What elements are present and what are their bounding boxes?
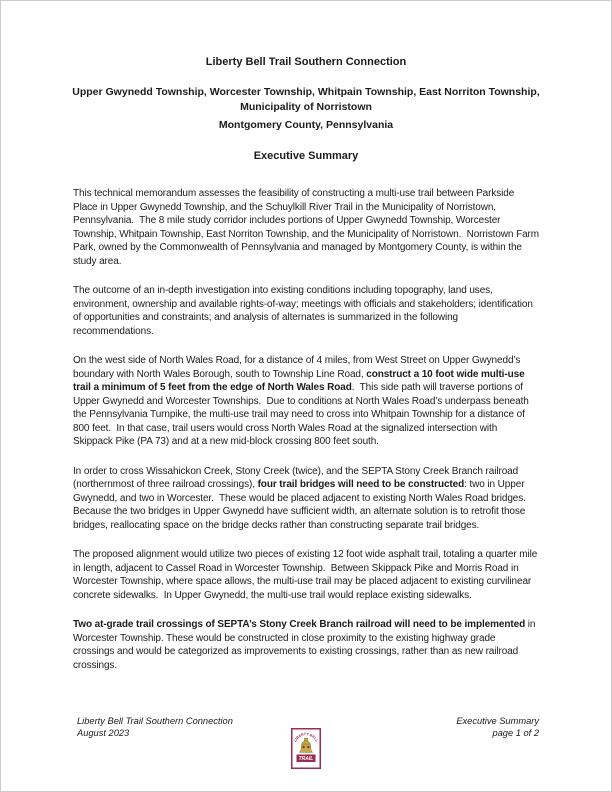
text-run: Two at-grade trail crossings of SEPTA’s Stony Creek Branch railroad will need to be implemented <box>73 619 526 630</box>
logo-banner-text: TRAIL <box>298 756 314 763</box>
footer-date: August 2023 <box>77 728 130 738</box>
county-line: Montgomery County, Pennsylvania <box>218 119 394 131</box>
section-heading: Executive Summary <box>253 150 359 162</box>
document-header <box>1 1 611 163</box>
paragraph <box>73 618 539 672</box>
text-run: in Worcester Township. These would be constructed in close proximity to the existing highway grade crossings and would be categorized as improvements to existing crossings, rather than as new railroad crossings. <box>73 619 539 671</box>
text-run: The outcome of an in-depth investigation into existing conditions including topography, land uses, environment, ownership and available rights-of-way; meetings with officials and stakeholders; identification of opportunities and constraints; and analysis of alternates is summarized in the following recommendations. <box>73 285 536 337</box>
paragraph <box>73 465 539 533</box>
text-run: The proposed alignment would utilize two pieces of existing 12 foot wide asphalt trail, totaling a quarter mile in length, adjacent to Cassel Road in Worcester Township. Between Skippack Pike and Morris Road in Worcester Township, where space allows, the multi-use trail may be placed adjacent to existing curvilinear concrete sidewalks. In Upper Gwynedd, the multi-use trail would replace existing sidewalks. <box>73 549 540 601</box>
text-run: construct a 10 foot wide multi-use trail a minimum of 5 feet from the edge of North Wales Road <box>73 368 528 393</box>
body-text <box>1 163 611 672</box>
footer-section: Executive Summary <box>456 716 539 726</box>
text-run: four trail bridges will need to be constructed <box>257 479 465 490</box>
document-title: Liberty Bell Trail Southern Connection <box>205 56 407 68</box>
text-run: : two in Upper Gwynedd, and two in Worcester. These would be placed adjacent to existing North Wales Road bridges. Because the two bridges in Upper Gwynedd have sufficient width, an alternate solution is to retrofit those bridges, reallocating space on the bridge decks rather than constructing separate trail bridges. <box>73 479 529 531</box>
footer-left <box>73 715 233 739</box>
footer-page-number: page 1 of 2 <box>492 728 539 738</box>
paragraph <box>73 284 539 338</box>
municipalities-line: Upper Gwynedd Township, Worcester Township, Whitpain Township, East Norriton Township, Municipality of Norristown <box>72 86 540 113</box>
text-run: In order to cross Wissahickon Creek, Stony Creek (twice), and the SEPTA Stony Creek Branch railroad (northernmost of three railroad crossings), <box>73 465 521 490</box>
text-run: On the west side of North Wales Road, for a distance of 4 miles, from West Street on Upper Gwynedd’s boundary with North Wales Borough, south to Township Line Road, <box>73 355 523 380</box>
footer-doc-title: Liberty Bell Trail Southern Connection <box>77 716 233 726</box>
paragraph <box>73 548 539 602</box>
liberty-bell-logo-svg <box>291 728 321 769</box>
paragraph <box>73 187 542 268</box>
logo-arc-text: LIBERTY BELL <box>293 732 319 743</box>
document-footer <box>73 715 539 763</box>
text-run: This technical memorandum assesses the feasibility of constructing a multi-use trail between Parkside Place in Upper Gwynedd Township, and the Schuylkill River Trail in the Municipality of Norristown, Pennsylvania. The 8 mile study corridor includes portions of Upper Gwynedd Township, Worcester Township, Whitpain Township, East Norriton Township, and the Municipality of Norristown. Norristown Farm Park, owned by the Commonwealth of Pennsylvania and managed by Montgomery County, is within the study area. <box>73 188 542 267</box>
paragraph <box>73 354 539 449</box>
text-run: . This side path will traverse portions of Upper Gwynedd and Worcester Townships. Due to conditions at North Wales Road’s underpass beneath the Pennsylvania Turnpike, the multi-use trail may need to cross into Whitpain Township for a distance of 800 feet. In that case, trail users would cross North Wales Road at the signalized intersection with Skippack Pike (PA 73) and at a new mid-block crossing 800 feet south. <box>73 382 532 447</box>
liberty-bell-trail-logo <box>291 728 321 769</box>
footer-right <box>456 715 539 739</box>
